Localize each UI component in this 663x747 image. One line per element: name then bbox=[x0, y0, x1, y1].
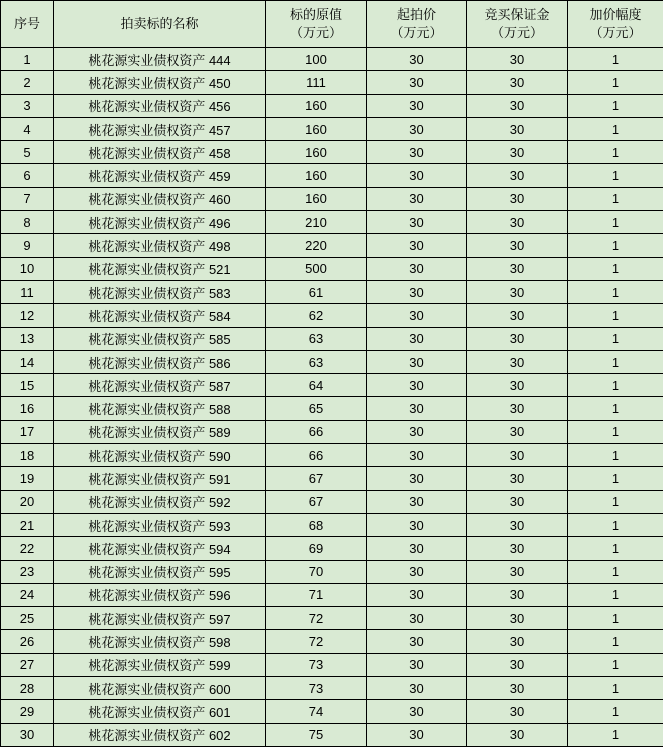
cell-original-value: 160 bbox=[266, 187, 367, 210]
cell-index: 25 bbox=[1, 607, 54, 630]
cell-asset-name: 桃花源实业债权资产 459 bbox=[54, 164, 266, 187]
cell-asset-name: 桃花源实业债权资产 456 bbox=[54, 94, 266, 117]
cell-bid-increment: 1 bbox=[568, 94, 663, 117]
cell-index: 5 bbox=[1, 141, 54, 164]
cell-deposit: 30 bbox=[467, 723, 568, 746]
cell-starting-price: 30 bbox=[367, 48, 467, 71]
cell-original-value: 220 bbox=[266, 234, 367, 257]
cell-bid-increment: 1 bbox=[568, 444, 663, 467]
cell-asset-name: 桃花源实业债权资产 521 bbox=[54, 257, 266, 280]
cell-deposit: 30 bbox=[467, 117, 568, 140]
table-row bbox=[1, 723, 663, 746]
column-header-original-value bbox=[266, 1, 367, 48]
cell-original-value: 62 bbox=[266, 304, 367, 327]
cell-index: 11 bbox=[1, 280, 54, 303]
table-row bbox=[1, 304, 663, 327]
cell-index: 9 bbox=[1, 234, 54, 257]
cell-bid-increment: 1 bbox=[568, 327, 663, 350]
cell-index: 29 bbox=[1, 700, 54, 723]
cell-bid-increment: 1 bbox=[568, 700, 663, 723]
cell-bid-increment: 1 bbox=[568, 677, 663, 700]
cell-deposit: 30 bbox=[467, 467, 568, 490]
cell-starting-price: 30 bbox=[367, 350, 467, 373]
cell-bid-increment: 1 bbox=[568, 141, 663, 164]
table-row bbox=[1, 583, 663, 606]
table-row bbox=[1, 48, 663, 71]
cell-index: 8 bbox=[1, 211, 54, 234]
cell-original-value: 63 bbox=[266, 327, 367, 350]
cell-bid-increment: 1 bbox=[568, 513, 663, 536]
column-header-original-value-unit: （万元） bbox=[266, 24, 366, 42]
table-row bbox=[1, 117, 663, 140]
cell-asset-name: 桃花源实业债权资产 457 bbox=[54, 117, 266, 140]
cell-index: 15 bbox=[1, 374, 54, 397]
cell-asset-name: 桃花源实业债权资产 460 bbox=[54, 187, 266, 210]
cell-index: 14 bbox=[1, 350, 54, 373]
cell-bid-increment: 1 bbox=[568, 48, 663, 71]
cell-deposit: 30 bbox=[467, 630, 568, 653]
cell-starting-price: 30 bbox=[367, 560, 467, 583]
table-row bbox=[1, 257, 663, 280]
cell-index: 3 bbox=[1, 94, 54, 117]
cell-original-value: 73 bbox=[266, 677, 367, 700]
cell-deposit: 30 bbox=[467, 187, 568, 210]
table-row bbox=[1, 444, 663, 467]
column-header-starting-price-unit: （万元） bbox=[367, 24, 466, 42]
cell-index: 20 bbox=[1, 490, 54, 513]
cell-original-value: 71 bbox=[266, 583, 367, 606]
cell-asset-name: 桃花源实业债权资产 594 bbox=[54, 537, 266, 560]
cell-asset-name: 桃花源实业债权资产 583 bbox=[54, 280, 266, 303]
cell-original-value: 66 bbox=[266, 420, 367, 443]
cell-index: 27 bbox=[1, 653, 54, 676]
table-row bbox=[1, 187, 663, 210]
table-row bbox=[1, 280, 663, 303]
cell-bid-increment: 1 bbox=[568, 164, 663, 187]
table-row bbox=[1, 630, 663, 653]
cell-bid-increment: 1 bbox=[568, 187, 663, 210]
cell-index: 22 bbox=[1, 537, 54, 560]
cell-original-value: 160 bbox=[266, 117, 367, 140]
table-row bbox=[1, 513, 663, 536]
cell-asset-name: 桃花源实业债权资产 593 bbox=[54, 513, 266, 536]
cell-original-value: 64 bbox=[266, 374, 367, 397]
cell-starting-price: 30 bbox=[367, 700, 467, 723]
cell-bid-increment: 1 bbox=[568, 117, 663, 140]
cell-bid-increment: 1 bbox=[568, 350, 663, 373]
cell-index: 6 bbox=[1, 164, 54, 187]
cell-index: 7 bbox=[1, 187, 54, 210]
column-header-bid-increment bbox=[568, 1, 663, 48]
cell-asset-name: 桃花源实业债权资产 458 bbox=[54, 141, 266, 164]
cell-deposit: 30 bbox=[467, 420, 568, 443]
cell-bid-increment: 1 bbox=[568, 467, 663, 490]
table-header bbox=[1, 1, 663, 48]
cell-starting-price: 30 bbox=[367, 211, 467, 234]
column-header-index-title: 序号 bbox=[14, 16, 40, 31]
table-row bbox=[1, 490, 663, 513]
cell-bid-increment: 1 bbox=[568, 560, 663, 583]
cell-starting-price: 30 bbox=[367, 164, 467, 187]
cell-asset-name: 桃花源实业债权资产 599 bbox=[54, 653, 266, 676]
table-row bbox=[1, 467, 663, 490]
cell-original-value: 72 bbox=[266, 630, 367, 653]
cell-asset-name: 桃花源实业债权资产 588 bbox=[54, 397, 266, 420]
table-row bbox=[1, 537, 663, 560]
cell-index: 10 bbox=[1, 257, 54, 280]
cell-deposit: 30 bbox=[467, 94, 568, 117]
cell-asset-name: 桃花源实业债权资产 590 bbox=[54, 444, 266, 467]
cell-deposit: 30 bbox=[467, 583, 568, 606]
table-body bbox=[1, 48, 663, 747]
cell-original-value: 70 bbox=[266, 560, 367, 583]
cell-starting-price: 30 bbox=[367, 607, 467, 630]
cell-deposit: 30 bbox=[467, 141, 568, 164]
cell-starting-price: 30 bbox=[367, 723, 467, 746]
cell-deposit: 30 bbox=[467, 700, 568, 723]
cell-asset-name: 桃花源实业债权资产 591 bbox=[54, 467, 266, 490]
cell-bid-increment: 1 bbox=[568, 537, 663, 560]
cell-deposit: 30 bbox=[467, 280, 568, 303]
column-header-index bbox=[1, 1, 54, 48]
cell-bid-increment: 1 bbox=[568, 257, 663, 280]
cell-deposit: 30 bbox=[467, 537, 568, 560]
cell-index: 17 bbox=[1, 420, 54, 443]
table-row bbox=[1, 420, 663, 443]
cell-index: 28 bbox=[1, 677, 54, 700]
cell-starting-price: 30 bbox=[367, 257, 467, 280]
cell-asset-name: 桃花源实业债权资产 587 bbox=[54, 374, 266, 397]
table-row bbox=[1, 350, 663, 373]
column-header-deposit bbox=[467, 1, 568, 48]
cell-deposit: 30 bbox=[467, 304, 568, 327]
cell-starting-price: 30 bbox=[367, 420, 467, 443]
cell-asset-name: 桃花源实业债权资产 598 bbox=[54, 630, 266, 653]
table-row bbox=[1, 607, 663, 630]
cell-index: 16 bbox=[1, 397, 54, 420]
column-header-bid-increment-unit: （万元） bbox=[568, 24, 663, 42]
cell-starting-price: 30 bbox=[367, 117, 467, 140]
cell-starting-price: 30 bbox=[367, 374, 467, 397]
cell-deposit: 30 bbox=[467, 211, 568, 234]
column-header-asset-name-title: 拍卖标的名称 bbox=[120, 16, 198, 31]
cell-deposit: 30 bbox=[467, 513, 568, 536]
cell-asset-name: 桃花源实业债权资产 496 bbox=[54, 211, 266, 234]
cell-original-value: 75 bbox=[266, 723, 367, 746]
cell-bid-increment: 1 bbox=[568, 211, 663, 234]
cell-bid-increment: 1 bbox=[568, 583, 663, 606]
cell-deposit: 30 bbox=[467, 560, 568, 583]
cell-original-value: 160 bbox=[266, 164, 367, 187]
cell-starting-price: 30 bbox=[367, 280, 467, 303]
cell-index: 30 bbox=[1, 723, 54, 746]
cell-bid-increment: 1 bbox=[568, 723, 663, 746]
cell-asset-name: 桃花源实业债权资产 584 bbox=[54, 304, 266, 327]
cell-starting-price: 30 bbox=[367, 71, 467, 94]
cell-index: 19 bbox=[1, 467, 54, 490]
column-header-asset-name bbox=[54, 1, 266, 48]
column-header-starting-price bbox=[367, 1, 467, 48]
cell-index: 12 bbox=[1, 304, 54, 327]
cell-deposit: 30 bbox=[467, 677, 568, 700]
cell-starting-price: 30 bbox=[367, 94, 467, 117]
column-header-original-value-title: 标的原值 bbox=[290, 7, 342, 22]
cell-asset-name: 桃花源实业债权资产 585 bbox=[54, 327, 266, 350]
cell-starting-price: 30 bbox=[367, 537, 467, 560]
cell-deposit: 30 bbox=[467, 350, 568, 373]
cell-deposit: 30 bbox=[467, 607, 568, 630]
cell-starting-price: 30 bbox=[367, 677, 467, 700]
column-header-starting-price-title: 起拍价 bbox=[397, 7, 436, 22]
cell-starting-price: 30 bbox=[367, 141, 467, 164]
column-header-deposit-title: 竞买保证金 bbox=[484, 7, 549, 22]
table-row bbox=[1, 374, 663, 397]
column-header-bid-increment-title: 加价幅度 bbox=[589, 7, 641, 22]
cell-deposit: 30 bbox=[467, 48, 568, 71]
cell-starting-price: 30 bbox=[367, 513, 467, 536]
cell-asset-name: 桃花源实业债权资产 600 bbox=[54, 677, 266, 700]
cell-starting-price: 30 bbox=[367, 583, 467, 606]
cell-deposit: 30 bbox=[467, 164, 568, 187]
cell-original-value: 73 bbox=[266, 653, 367, 676]
cell-original-value: 68 bbox=[266, 513, 367, 536]
cell-deposit: 30 bbox=[467, 327, 568, 350]
cell-deposit: 30 bbox=[467, 397, 568, 420]
cell-asset-name: 桃花源实业债权资产 592 bbox=[54, 490, 266, 513]
cell-index: 18 bbox=[1, 444, 54, 467]
cell-deposit: 30 bbox=[467, 444, 568, 467]
table-row bbox=[1, 700, 663, 723]
cell-original-value: 500 bbox=[266, 257, 367, 280]
cell-index: 1 bbox=[1, 48, 54, 71]
cell-deposit: 30 bbox=[467, 374, 568, 397]
cell-asset-name: 桃花源实业债权资产 589 bbox=[54, 420, 266, 443]
cell-bid-increment: 1 bbox=[568, 280, 663, 303]
cell-original-value: 111 bbox=[266, 71, 367, 94]
cell-deposit: 30 bbox=[467, 71, 568, 94]
cell-asset-name: 桃花源实业债权资产 602 bbox=[54, 723, 266, 746]
cell-original-value: 67 bbox=[266, 490, 367, 513]
cell-starting-price: 30 bbox=[367, 327, 467, 350]
table-row bbox=[1, 141, 663, 164]
cell-bid-increment: 1 bbox=[568, 420, 663, 443]
cell-original-value: 160 bbox=[266, 94, 367, 117]
cell-starting-price: 30 bbox=[367, 234, 467, 257]
cell-index: 2 bbox=[1, 71, 54, 94]
cell-starting-price: 30 bbox=[367, 304, 467, 327]
cell-starting-price: 30 bbox=[367, 467, 467, 490]
cell-index: 24 bbox=[1, 583, 54, 606]
cell-bid-increment: 1 bbox=[568, 304, 663, 327]
cell-bid-increment: 1 bbox=[568, 234, 663, 257]
cell-original-value: 74 bbox=[266, 700, 367, 723]
cell-deposit: 30 bbox=[467, 257, 568, 280]
cell-deposit: 30 bbox=[467, 490, 568, 513]
cell-starting-price: 30 bbox=[367, 187, 467, 210]
cell-index: 4 bbox=[1, 117, 54, 140]
cell-original-value: 100 bbox=[266, 48, 367, 71]
table-row bbox=[1, 234, 663, 257]
cell-original-value: 72 bbox=[266, 607, 367, 630]
cell-bid-increment: 1 bbox=[568, 397, 663, 420]
cell-starting-price: 30 bbox=[367, 630, 467, 653]
cell-original-value: 210 bbox=[266, 211, 367, 234]
cell-index: 21 bbox=[1, 513, 54, 536]
cell-bid-increment: 1 bbox=[568, 490, 663, 513]
cell-asset-name: 桃花源实业债权资产 586 bbox=[54, 350, 266, 373]
cell-original-value: 69 bbox=[266, 537, 367, 560]
cell-index: 26 bbox=[1, 630, 54, 653]
cell-asset-name: 桃花源实业债权资产 595 bbox=[54, 560, 266, 583]
table-row bbox=[1, 677, 663, 700]
cell-bid-increment: 1 bbox=[568, 630, 663, 653]
table-row bbox=[1, 327, 663, 350]
cell-original-value: 65 bbox=[266, 397, 367, 420]
cell-starting-price: 30 bbox=[367, 444, 467, 467]
cell-asset-name: 桃花源实业债权资产 601 bbox=[54, 700, 266, 723]
cell-deposit: 30 bbox=[467, 653, 568, 676]
cell-original-value: 63 bbox=[266, 350, 367, 373]
cell-original-value: 67 bbox=[266, 467, 367, 490]
table-row bbox=[1, 94, 663, 117]
cell-starting-price: 30 bbox=[367, 397, 467, 420]
column-header-deposit-unit: （万元） bbox=[467, 24, 567, 42]
cell-bid-increment: 1 bbox=[568, 607, 663, 630]
table-header-row bbox=[1, 1, 663, 48]
cell-index: 13 bbox=[1, 327, 54, 350]
table-row bbox=[1, 71, 663, 94]
table-row bbox=[1, 211, 663, 234]
table-row bbox=[1, 164, 663, 187]
cell-original-value: 61 bbox=[266, 280, 367, 303]
table-row bbox=[1, 397, 663, 420]
cell-original-value: 160 bbox=[266, 141, 367, 164]
cell-deposit: 30 bbox=[467, 234, 568, 257]
cell-bid-increment: 1 bbox=[568, 71, 663, 94]
cell-original-value: 66 bbox=[266, 444, 367, 467]
cell-asset-name: 桃花源实业债权资产 444 bbox=[54, 48, 266, 71]
table-row bbox=[1, 560, 663, 583]
cell-bid-increment: 1 bbox=[568, 653, 663, 676]
cell-bid-increment: 1 bbox=[568, 374, 663, 397]
table-row bbox=[1, 653, 663, 676]
cell-asset-name: 桃花源实业债权资产 450 bbox=[54, 71, 266, 94]
cell-starting-price: 30 bbox=[367, 490, 467, 513]
cell-starting-price: 30 bbox=[367, 653, 467, 676]
cell-asset-name: 桃花源实业债权资产 596 bbox=[54, 583, 266, 606]
cell-index: 23 bbox=[1, 560, 54, 583]
cell-asset-name: 桃花源实业债权资产 597 bbox=[54, 607, 266, 630]
cell-asset-name: 桃花源实业债权资产 498 bbox=[54, 234, 266, 257]
